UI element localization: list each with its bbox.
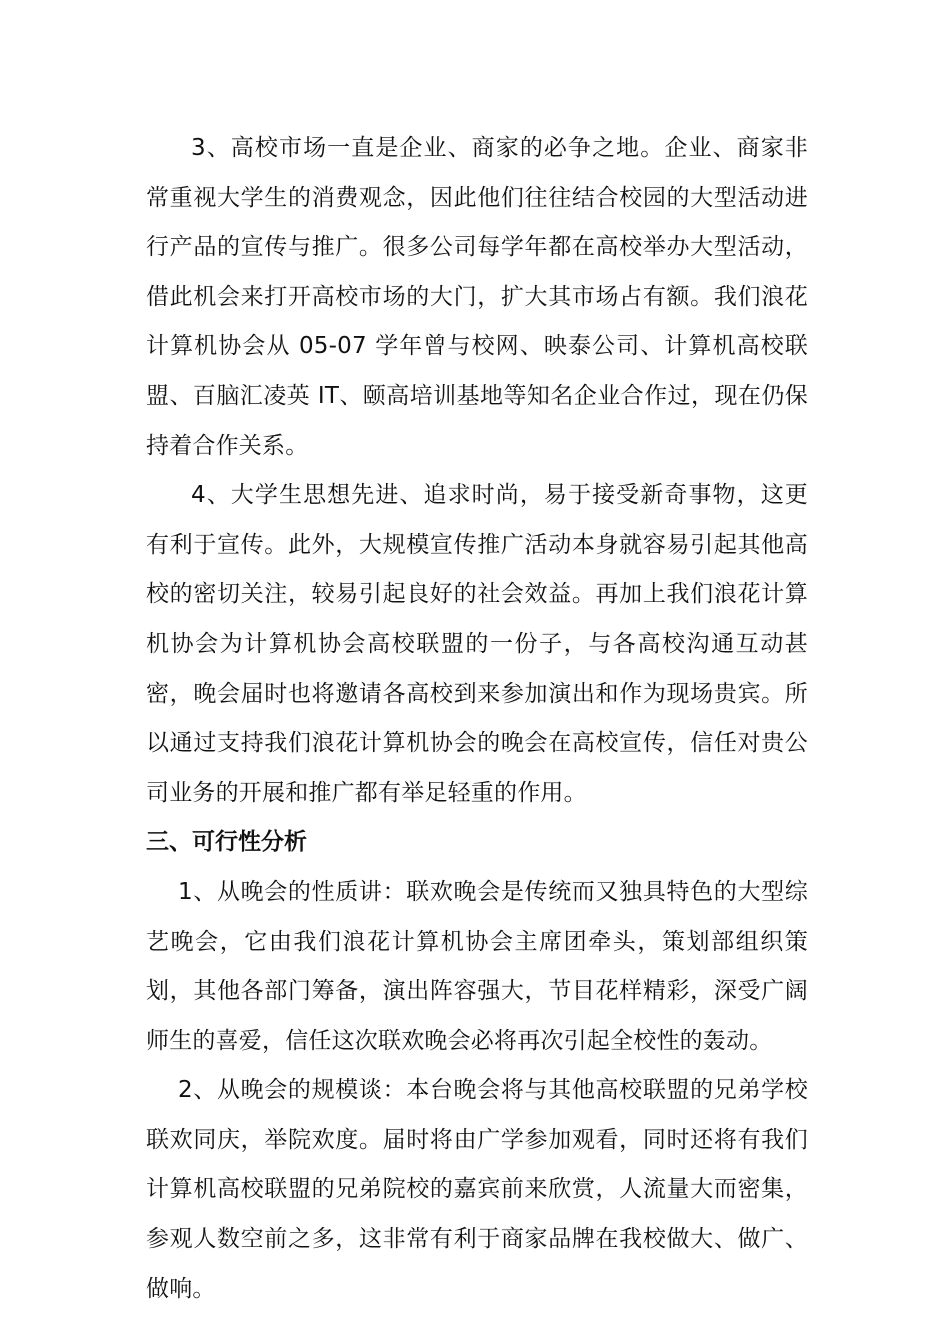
paragraph-market-importance: 3、高校市场一直是企业、商家的必争之地。企业、商家非常重视大学生的消费观念，因此他们往往结合校园的大型活动进行产品的宣传与推广。很多公司每学年都在高校举办大型活动，借此机会来打开高校市场的大门，扩大其市场占有额。我们浪花计算机协会从 05-07 学年曾与校网、映泰公司、计算机高校联盟、百脑汇凌英 IT、颐高培训基地等知名企业合作过，现在仍保持着合作关系。 (146, 135, 808, 459)
section-heading-feasibility: 三、可行性分析 (146, 829, 307, 856)
paragraph-gala-scale: 2、从晚会的规模谈：本台晚会将与其他高校联盟的兄弟学校联欢同庆，举院欢度。届时将由广学参加观看，同时还将有我们计算机高校联盟的兄弟院校的嘉宾前来欣赏，人流量大而密集，参观人数空前之多，这非常有利于商家品牌在我校做大、做广、做响。 (146, 1077, 808, 1302)
paragraph-gala-nature: 1、从晚会的性质讲：联欢晚会是传统而又独具特色的大型综艺晚会，它由我们浪花计算机协会主席团牵头，策划部组织策划，其他各部门筹备，演出阵容强大，节目花样精彩，深受广阔师生的喜爱，信任这次联欢晚会必将再次引起全校性的轰动。 (146, 878, 808, 1054)
paragraph-student-trends: 4、大学生思想先进、追求时尚，易于接受新奇事物，这更有利于宣传。此外，大规模宣传推广活动本身就容易引起其他高校的密切关注，较易引起良好的社会效益。再加上我们浪花计算机协会为计算机协会高校联盟的一份子，与各高校沟通互动甚密，晚会届时也将邀请各高校到来参加演出和作为现场贵宾。所以通过支持我们浪花计算机协会的晚会在高校宣传，信任对贵公司业务的开展和推广都有举足轻重的作用。 (146, 482, 808, 806)
document-page (146, 124, 808, 1314)
